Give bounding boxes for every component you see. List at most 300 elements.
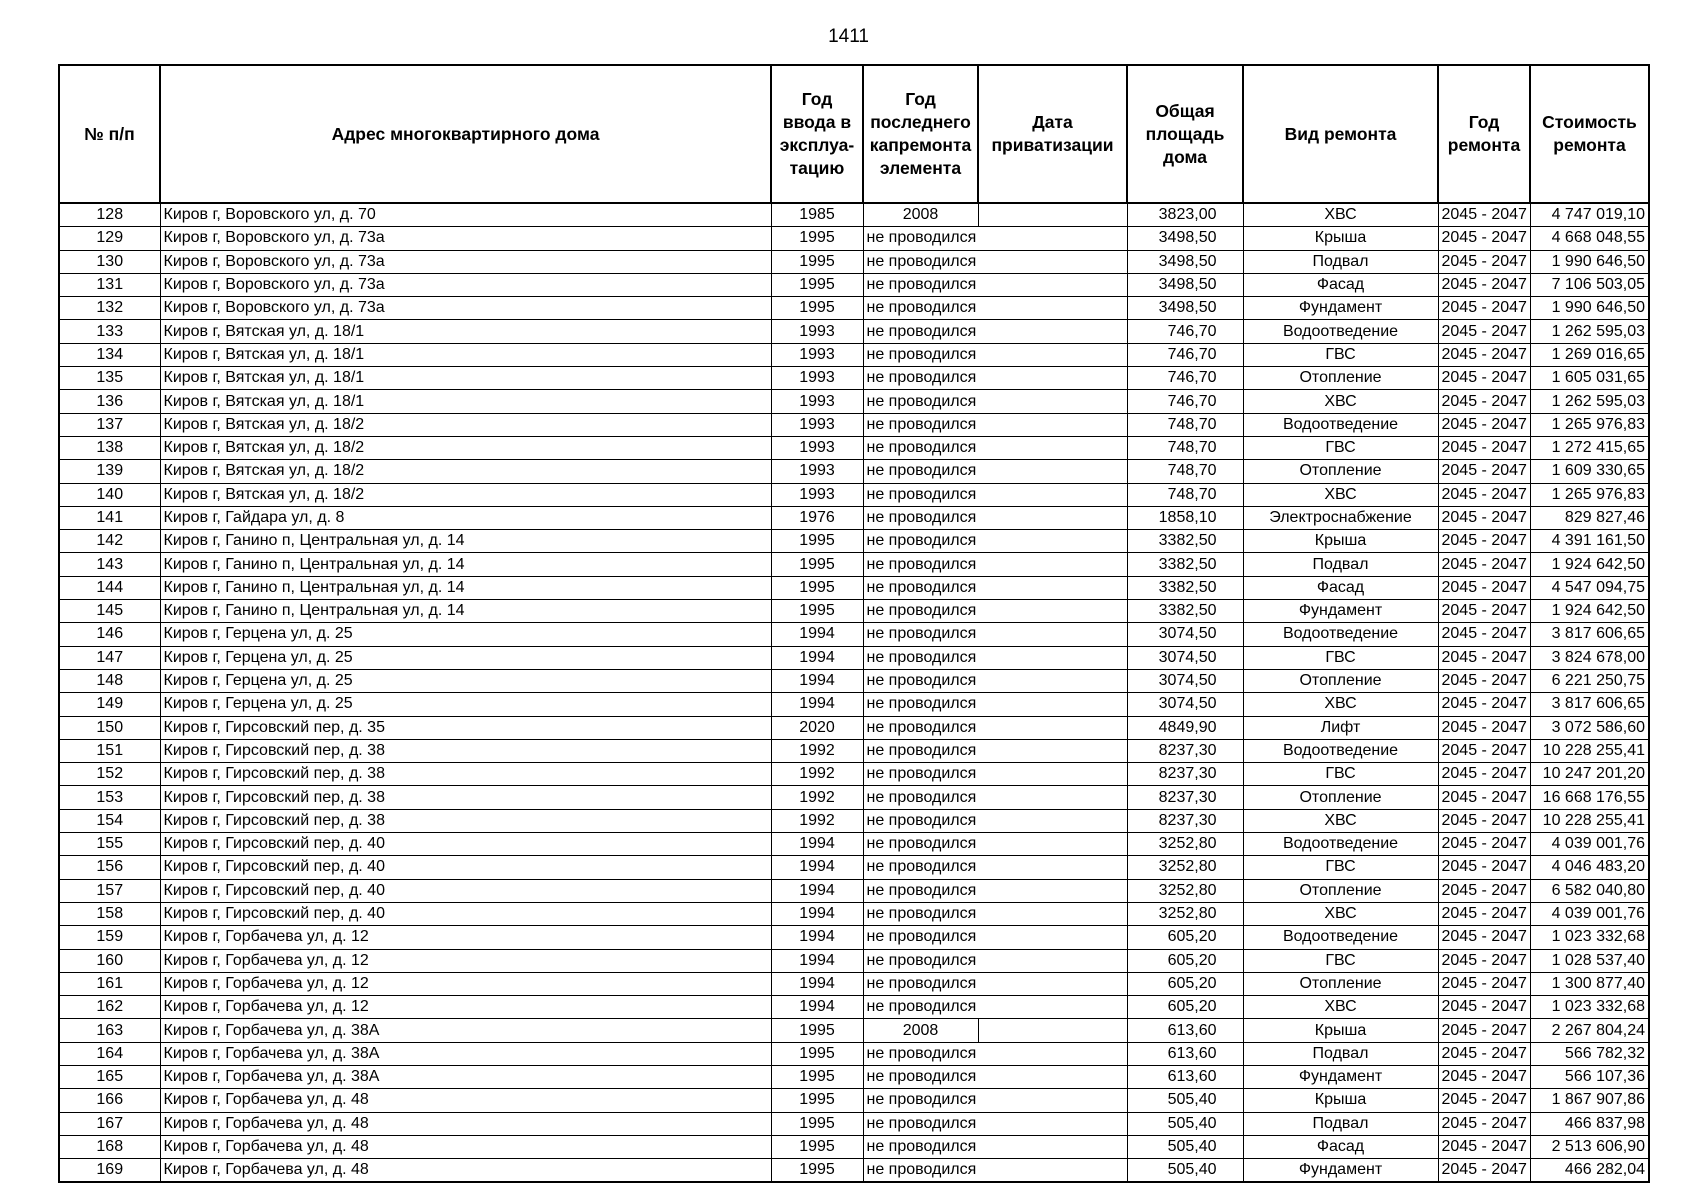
cell-repair-type: ХВС <box>1243 809 1438 832</box>
cell-last-repair: не проводился <box>863 553 978 576</box>
table-row <box>59 483 1649 506</box>
cell-area: 746,70 <box>1127 343 1243 366</box>
table-row <box>59 320 1649 343</box>
cell-repair-cost: 1 023 332,68 <box>1530 926 1649 949</box>
cell-repair-cost: 566 782,32 <box>1530 1042 1649 1065</box>
cell-repair-year: 2045 - 2047 <box>1438 1135 1530 1158</box>
cell-address: Киров г, Вятская ул, д. 18/1 <box>160 320 771 343</box>
repair-schedule-table <box>58 64 1650 1183</box>
cell-last-repair: не проводился <box>863 716 978 739</box>
cell-num: 144 <box>59 576 160 599</box>
cell-repair-year: 2045 - 2047 <box>1438 1042 1530 1065</box>
cell-year-built: 1993 <box>771 320 863 343</box>
cell-last-repair: не проводился <box>863 646 978 669</box>
cell-repair-cost: 3 072 586,60 <box>1530 716 1649 739</box>
table-row <box>59 227 1649 250</box>
cell-privatization <box>978 297 1127 320</box>
table-row <box>59 273 1649 296</box>
cell-year-built: 1995 <box>771 227 863 250</box>
cell-repair-cost: 4 391 161,50 <box>1530 530 1649 553</box>
table-row <box>59 297 1649 320</box>
cell-privatization <box>978 483 1127 506</box>
cell-year-built: 1994 <box>771 902 863 925</box>
cell-last-repair: не проводился <box>863 250 978 273</box>
cell-area: 3498,50 <box>1127 250 1243 273</box>
table-row <box>59 343 1649 366</box>
cell-repair-cost: 2 513 606,90 <box>1530 1135 1649 1158</box>
cell-area: 505,40 <box>1127 1112 1243 1135</box>
cell-area: 748,70 <box>1127 413 1243 436</box>
cell-num: 145 <box>59 600 160 623</box>
cell-address: Киров г, Герцена ул, д. 25 <box>160 646 771 669</box>
cell-repair-year: 2045 - 2047 <box>1438 693 1530 716</box>
cell-privatization <box>978 1112 1127 1135</box>
cell-address: Киров г, Ганино п, Центральная ул, д. 14 <box>160 530 771 553</box>
page-number: 1411 <box>828 26 869 47</box>
cell-year-built: 1995 <box>771 1089 863 1112</box>
cell-repair-year: 2045 - 2047 <box>1438 576 1530 599</box>
cell-num: 152 <box>59 763 160 786</box>
cell-last-repair: не проводился <box>863 856 978 879</box>
cell-privatization <box>978 1042 1127 1065</box>
cell-year-built: 1985 <box>771 203 863 227</box>
cell-repair-cost: 1 605 031,65 <box>1530 367 1649 390</box>
cell-num: 130 <box>59 250 160 273</box>
cell-area: 748,70 <box>1127 483 1243 506</box>
cell-num: 141 <box>59 506 160 529</box>
cell-repair-cost: 4 039 001,76 <box>1530 833 1649 856</box>
cell-repair-cost: 1 023 332,68 <box>1530 996 1649 1019</box>
cell-repair-type: Крыша <box>1243 1019 1438 1042</box>
cell-last-repair: не проводился <box>863 483 978 506</box>
cell-repair-year: 2045 - 2047 <box>1438 297 1530 320</box>
cell-repair-type: Отопление <box>1243 972 1438 995</box>
cell-privatization <box>978 460 1127 483</box>
cell-privatization <box>978 436 1127 459</box>
cell-address: Киров г, Гирсовский пер, д. 38 <box>160 739 771 762</box>
cell-address: Киров г, Ганино п, Центральная ул, д. 14 <box>160 576 771 599</box>
cell-last-repair: не проводился <box>863 879 978 902</box>
cell-num: 169 <box>59 1159 160 1183</box>
cell-year-built: 1992 <box>771 786 863 809</box>
cell-privatization <box>978 413 1127 436</box>
cell-privatization <box>978 693 1127 716</box>
cell-last-repair: не проводился <box>863 320 978 343</box>
cell-privatization <box>978 646 1127 669</box>
header-repair-type: Вид ремонта <box>1243 65 1438 203</box>
cell-repair-year: 2045 - 2047 <box>1438 530 1530 553</box>
cell-repair-cost: 1 609 330,65 <box>1530 460 1649 483</box>
cell-repair-type: Электроснабжение <box>1243 506 1438 529</box>
cell-repair-cost: 1 265 976,83 <box>1530 483 1649 506</box>
cell-num: 129 <box>59 227 160 250</box>
cell-year-built: 1995 <box>771 600 863 623</box>
cell-address: Киров г, Воровского ул, д. 73а <box>160 273 771 296</box>
cell-area: 3252,80 <box>1127 879 1243 902</box>
cell-address: Киров г, Вятская ул, д. 18/2 <box>160 483 771 506</box>
cell-num: 131 <box>59 273 160 296</box>
cell-repair-year: 2045 - 2047 <box>1438 879 1530 902</box>
cell-address: Киров г, Горбачева ул, д. 38А <box>160 1019 771 1042</box>
cell-address: Киров г, Воровского ул, д. 73а <box>160 250 771 273</box>
header-num: № п/п <box>59 65 160 203</box>
cell-repair-type: Отопление <box>1243 367 1438 390</box>
cell-area: 505,40 <box>1127 1135 1243 1158</box>
cell-repair-cost: 1 924 642,50 <box>1530 553 1649 576</box>
cell-repair-year: 2045 - 2047 <box>1438 1159 1530 1183</box>
cell-privatization <box>978 972 1127 995</box>
cell-area: 4849,90 <box>1127 716 1243 739</box>
cell-year-built: 1995 <box>771 250 863 273</box>
cell-area: 3074,50 <box>1127 669 1243 692</box>
cell-repair-year: 2045 - 2047 <box>1438 483 1530 506</box>
cell-repair-type: Водоотведение <box>1243 320 1438 343</box>
cell-privatization <box>978 902 1127 925</box>
cell-area: 748,70 <box>1127 460 1243 483</box>
cell-privatization <box>978 553 1127 576</box>
cell-year-built: 1995 <box>771 530 863 553</box>
cell-privatization <box>978 949 1127 972</box>
cell-repair-cost: 1 924 642,50 <box>1530 600 1649 623</box>
cell-privatization <box>978 739 1127 762</box>
cell-area: 8237,30 <box>1127 786 1243 809</box>
cell-repair-cost: 829 827,46 <box>1530 506 1649 529</box>
cell-privatization <box>978 576 1127 599</box>
cell-repair-cost: 1 300 877,40 <box>1530 972 1649 995</box>
cell-repair-type: Фасад <box>1243 273 1438 296</box>
cell-repair-year: 2045 - 2047 <box>1438 1019 1530 1042</box>
cell-repair-cost: 1 272 415,65 <box>1530 436 1649 459</box>
table-row <box>59 413 1649 436</box>
cell-repair-type: Фундамент <box>1243 1065 1438 1088</box>
cell-last-repair: не проводился <box>863 972 978 995</box>
cell-year-built: 1995 <box>771 1112 863 1135</box>
cell-repair-type: Водоотведение <box>1243 623 1438 646</box>
cell-privatization <box>978 250 1127 273</box>
cell-num: 157 <box>59 879 160 902</box>
cell-address: Киров г, Горбачева ул, д. 38А <box>160 1065 771 1088</box>
cell-repair-cost: 1 867 907,86 <box>1530 1089 1649 1112</box>
cell-num: 132 <box>59 297 160 320</box>
cell-repair-year: 2045 - 2047 <box>1438 227 1530 250</box>
cell-repair-cost: 4 046 483,20 <box>1530 856 1649 879</box>
cell-area: 3823,00 <box>1127 203 1243 227</box>
cell-repair-year: 2045 - 2047 <box>1438 739 1530 762</box>
cell-area: 605,20 <box>1127 926 1243 949</box>
table-row <box>59 436 1649 459</box>
cell-address: Киров г, Вятская ул, д. 18/2 <box>160 413 771 436</box>
cell-last-repair: не проводился <box>863 1159 978 1183</box>
cell-area: 3382,50 <box>1127 530 1243 553</box>
cell-repair-year: 2045 - 2047 <box>1438 1065 1530 1088</box>
cell-area: 505,40 <box>1127 1159 1243 1183</box>
cell-address: Киров г, Вятская ул, д. 18/1 <box>160 367 771 390</box>
cell-area: 746,70 <box>1127 367 1243 390</box>
cell-address: Киров г, Герцена ул, д. 25 <box>160 669 771 692</box>
cell-privatization <box>978 786 1127 809</box>
cell-repair-cost: 2 267 804,24 <box>1530 1019 1649 1042</box>
cell-area: 613,60 <box>1127 1065 1243 1088</box>
cell-repair-type: Отопление <box>1243 669 1438 692</box>
cell-last-repair: не проводился <box>863 343 978 366</box>
cell-repair-type: Водоотведение <box>1243 413 1438 436</box>
cell-privatization <box>978 343 1127 366</box>
cell-last-repair: не проводился <box>863 786 978 809</box>
cell-year-built: 1976 <box>771 506 863 529</box>
cell-last-repair: не проводился <box>863 1112 978 1135</box>
cell-repair-type: Водоотведение <box>1243 739 1438 762</box>
table-row <box>59 506 1649 529</box>
table-row <box>59 996 1649 1019</box>
cell-num: 137 <box>59 413 160 436</box>
cell-repair-type: ХВС <box>1243 203 1438 227</box>
header-repair-year: Год ремонта <box>1438 65 1530 203</box>
cell-repair-cost: 4 747 019,10 <box>1530 203 1649 227</box>
cell-repair-year: 2045 - 2047 <box>1438 203 1530 227</box>
table-row <box>59 926 1649 949</box>
cell-last-repair: не проводился <box>863 436 978 459</box>
cell-address: Киров г, Ганино п, Центральная ул, д. 14 <box>160 600 771 623</box>
cell-repair-year: 2045 - 2047 <box>1438 553 1530 576</box>
cell-repair-type: Водоотведение <box>1243 926 1438 949</box>
cell-last-repair: не проводился <box>863 413 978 436</box>
cell-repair-year: 2045 - 2047 <box>1438 1112 1530 1135</box>
cell-year-built: 1992 <box>771 809 863 832</box>
cell-last-repair: не проводился <box>863 1065 978 1088</box>
cell-num: 138 <box>59 436 160 459</box>
cell-repair-cost: 10 228 255,41 <box>1530 809 1649 832</box>
cell-address: Киров г, Воровского ул, д. 70 <box>160 203 771 227</box>
cell-repair-year: 2045 - 2047 <box>1438 996 1530 1019</box>
table-row <box>59 1019 1649 1042</box>
cell-privatization <box>978 996 1127 1019</box>
table-row <box>59 879 1649 902</box>
cell-last-repair: не проводился <box>863 506 978 529</box>
cell-repair-cost: 16 668 176,55 <box>1530 786 1649 809</box>
cell-repair-cost: 466 837,98 <box>1530 1112 1649 1135</box>
table-row <box>59 1159 1649 1183</box>
cell-repair-cost: 4 668 048,55 <box>1530 227 1649 250</box>
cell-num: 133 <box>59 320 160 343</box>
cell-repair-cost: 10 247 201,20 <box>1530 763 1649 786</box>
cell-address: Киров г, Вятская ул, д. 18/2 <box>160 460 771 483</box>
cell-repair-type: ХВС <box>1243 483 1438 506</box>
cell-address: Киров г, Гайдара ул, д. 8 <box>160 506 771 529</box>
cell-repair-type: Подвал <box>1243 1042 1438 1065</box>
cell-address: Киров г, Горбачева ул, д. 12 <box>160 972 771 995</box>
table-row <box>59 1112 1649 1135</box>
cell-area: 605,20 <box>1127 949 1243 972</box>
cell-area: 3074,50 <box>1127 646 1243 669</box>
cell-last-repair: не проводился <box>863 1089 978 1112</box>
cell-repair-year: 2045 - 2047 <box>1438 763 1530 786</box>
cell-privatization <box>978 879 1127 902</box>
cell-num: 149 <box>59 693 160 716</box>
cell-year-built: 1995 <box>771 1065 863 1088</box>
cell-area: 1858,10 <box>1127 506 1243 529</box>
cell-last-repair: не проводился <box>863 600 978 623</box>
cell-area: 748,70 <box>1127 436 1243 459</box>
cell-repair-type: ХВС <box>1243 390 1438 413</box>
cell-repair-type: Фасад <box>1243 576 1438 599</box>
cell-year-built: 1994 <box>771 949 863 972</box>
table-row <box>59 367 1649 390</box>
cell-repair-type: Подвал <box>1243 1112 1438 1135</box>
cell-num: 128 <box>59 203 160 227</box>
cell-repair-type: ХВС <box>1243 693 1438 716</box>
cell-repair-type: Фундамент <box>1243 1159 1438 1183</box>
cell-year-built: 2020 <box>771 716 863 739</box>
cell-num: 134 <box>59 343 160 366</box>
cell-address: Киров г, Вятская ул, д. 18/2 <box>160 436 771 459</box>
cell-area: 746,70 <box>1127 390 1243 413</box>
cell-repair-type: Крыша <box>1243 530 1438 553</box>
cell-num: 142 <box>59 530 160 553</box>
cell-year-built: 1994 <box>771 646 863 669</box>
cell-area: 3252,80 <box>1127 902 1243 925</box>
cell-address: Киров г, Гирсовский пер, д. 35 <box>160 716 771 739</box>
cell-num: 159 <box>59 926 160 949</box>
cell-year-built: 1993 <box>771 460 863 483</box>
cell-last-repair: не проводился <box>863 390 978 413</box>
cell-repair-type: Отопление <box>1243 879 1438 902</box>
cell-num: 160 <box>59 949 160 972</box>
cell-repair-type: ГВС <box>1243 856 1438 879</box>
cell-privatization <box>978 203 1127 227</box>
cell-privatization <box>978 227 1127 250</box>
cell-repair-year: 2045 - 2047 <box>1438 273 1530 296</box>
cell-privatization <box>978 1019 1127 1042</box>
cell-repair-cost: 1 028 537,40 <box>1530 949 1649 972</box>
table-row <box>59 739 1649 762</box>
cell-num: 166 <box>59 1089 160 1112</box>
cell-repair-cost: 466 282,04 <box>1530 1159 1649 1183</box>
cell-address: Киров г, Герцена ул, д. 25 <box>160 693 771 716</box>
cell-repair-cost: 7 106 503,05 <box>1530 273 1649 296</box>
cell-repair-year: 2045 - 2047 <box>1438 623 1530 646</box>
cell-address: Киров г, Горбачева ул, д. 48 <box>160 1112 771 1135</box>
cell-repair-type: Лифт <box>1243 716 1438 739</box>
table-row <box>59 460 1649 483</box>
cell-num: 162 <box>59 996 160 1019</box>
cell-year-built: 1994 <box>771 693 863 716</box>
cell-year-built: 1994 <box>771 623 863 646</box>
cell-privatization <box>978 530 1127 553</box>
table-row <box>59 576 1649 599</box>
cell-area: 3252,80 <box>1127 833 1243 856</box>
cell-address: Киров г, Герцена ул, д. 25 <box>160 623 771 646</box>
cell-address: Киров г, Гирсовский пер, д. 40 <box>160 902 771 925</box>
cell-repair-type: Подвал <box>1243 553 1438 576</box>
cell-num: 167 <box>59 1112 160 1135</box>
cell-repair-year: 2045 - 2047 <box>1438 436 1530 459</box>
cell-repair-year: 2045 - 2047 <box>1438 833 1530 856</box>
table-row <box>59 530 1649 553</box>
cell-repair-year: 2045 - 2047 <box>1438 716 1530 739</box>
cell-repair-type: Крыша <box>1243 227 1438 250</box>
table-row <box>59 949 1649 972</box>
table-row <box>59 623 1649 646</box>
cell-repair-year: 2045 - 2047 <box>1438 786 1530 809</box>
cell-repair-year: 2045 - 2047 <box>1438 856 1530 879</box>
cell-last-repair: не проводился <box>863 273 978 296</box>
cell-repair-cost: 3 817 606,65 <box>1530 623 1649 646</box>
cell-num: 146 <box>59 623 160 646</box>
cell-repair-cost: 1 262 595,03 <box>1530 390 1649 413</box>
cell-num: 155 <box>59 833 160 856</box>
cell-year-built: 1994 <box>771 926 863 949</box>
cell-address: Киров г, Гирсовский пер, д. 40 <box>160 879 771 902</box>
cell-last-repair: 2008 <box>863 1019 978 1042</box>
cell-repair-type: Отопление <box>1243 786 1438 809</box>
cell-address: Киров г, Гирсовский пер, д. 40 <box>160 856 771 879</box>
cell-year-built: 1995 <box>771 273 863 296</box>
cell-area: 3382,50 <box>1127 600 1243 623</box>
cell-repair-type: ХВС <box>1243 996 1438 1019</box>
table-row <box>59 902 1649 925</box>
cell-repair-year: 2045 - 2047 <box>1438 646 1530 669</box>
cell-num: 135 <box>59 367 160 390</box>
cell-repair-year: 2045 - 2047 <box>1438 413 1530 436</box>
cell-repair-year: 2045 - 2047 <box>1438 926 1530 949</box>
cell-num: 136 <box>59 390 160 413</box>
cell-year-built: 1993 <box>771 483 863 506</box>
cell-repair-year: 2045 - 2047 <box>1438 902 1530 925</box>
cell-address: Киров г, Горбачева ул, д. 12 <box>160 926 771 949</box>
cell-repair-year: 2045 - 2047 <box>1438 506 1530 529</box>
cell-year-built: 1994 <box>771 833 863 856</box>
cell-num: 168 <box>59 1135 160 1158</box>
cell-year-built: 1995 <box>771 297 863 320</box>
cell-year-built: 1995 <box>771 1135 863 1158</box>
cell-num: 153 <box>59 786 160 809</box>
cell-repair-cost: 6 582 040,80 <box>1530 879 1649 902</box>
cell-last-repair: не проводился <box>863 669 978 692</box>
cell-area: 3074,50 <box>1127 693 1243 716</box>
cell-address: Киров г, Вятская ул, д. 18/1 <box>160 390 771 413</box>
cell-last-repair: не проводился <box>863 996 978 1019</box>
cell-privatization <box>978 1089 1127 1112</box>
cell-num: 148 <box>59 669 160 692</box>
cell-num: 158 <box>59 902 160 925</box>
cell-address: Киров г, Горбачева ул, д. 48 <box>160 1159 771 1183</box>
cell-repair-type: ХВС <box>1243 902 1438 925</box>
header-address: Адрес многоквартирного дома <box>160 65 771 203</box>
cell-num: 147 <box>59 646 160 669</box>
header-privatization-date: Дата приватизации <box>978 65 1127 203</box>
cell-repair-type: Водоотведение <box>1243 833 1438 856</box>
cell-privatization <box>978 320 1127 343</box>
cell-num: 165 <box>59 1065 160 1088</box>
table-row <box>59 809 1649 832</box>
cell-area: 613,60 <box>1127 1042 1243 1065</box>
cell-address: Киров г, Горбачева ул, д. 38А <box>160 1042 771 1065</box>
cell-repair-year: 2045 - 2047 <box>1438 460 1530 483</box>
cell-year-built: 1994 <box>771 996 863 1019</box>
cell-last-repair: не проводился <box>863 460 978 483</box>
table-header-row <box>59 65 1649 203</box>
cell-repair-type: ГВС <box>1243 436 1438 459</box>
cell-last-repair: не проводился <box>863 902 978 925</box>
cell-area: 613,60 <box>1127 1019 1243 1042</box>
cell-num: 154 <box>59 809 160 832</box>
table-body <box>59 203 1649 1182</box>
table-row <box>59 786 1649 809</box>
table-row <box>59 972 1649 995</box>
cell-area: 8237,30 <box>1127 739 1243 762</box>
cell-repair-year: 2045 - 2047 <box>1438 250 1530 273</box>
cell-repair-year: 2045 - 2047 <box>1438 320 1530 343</box>
